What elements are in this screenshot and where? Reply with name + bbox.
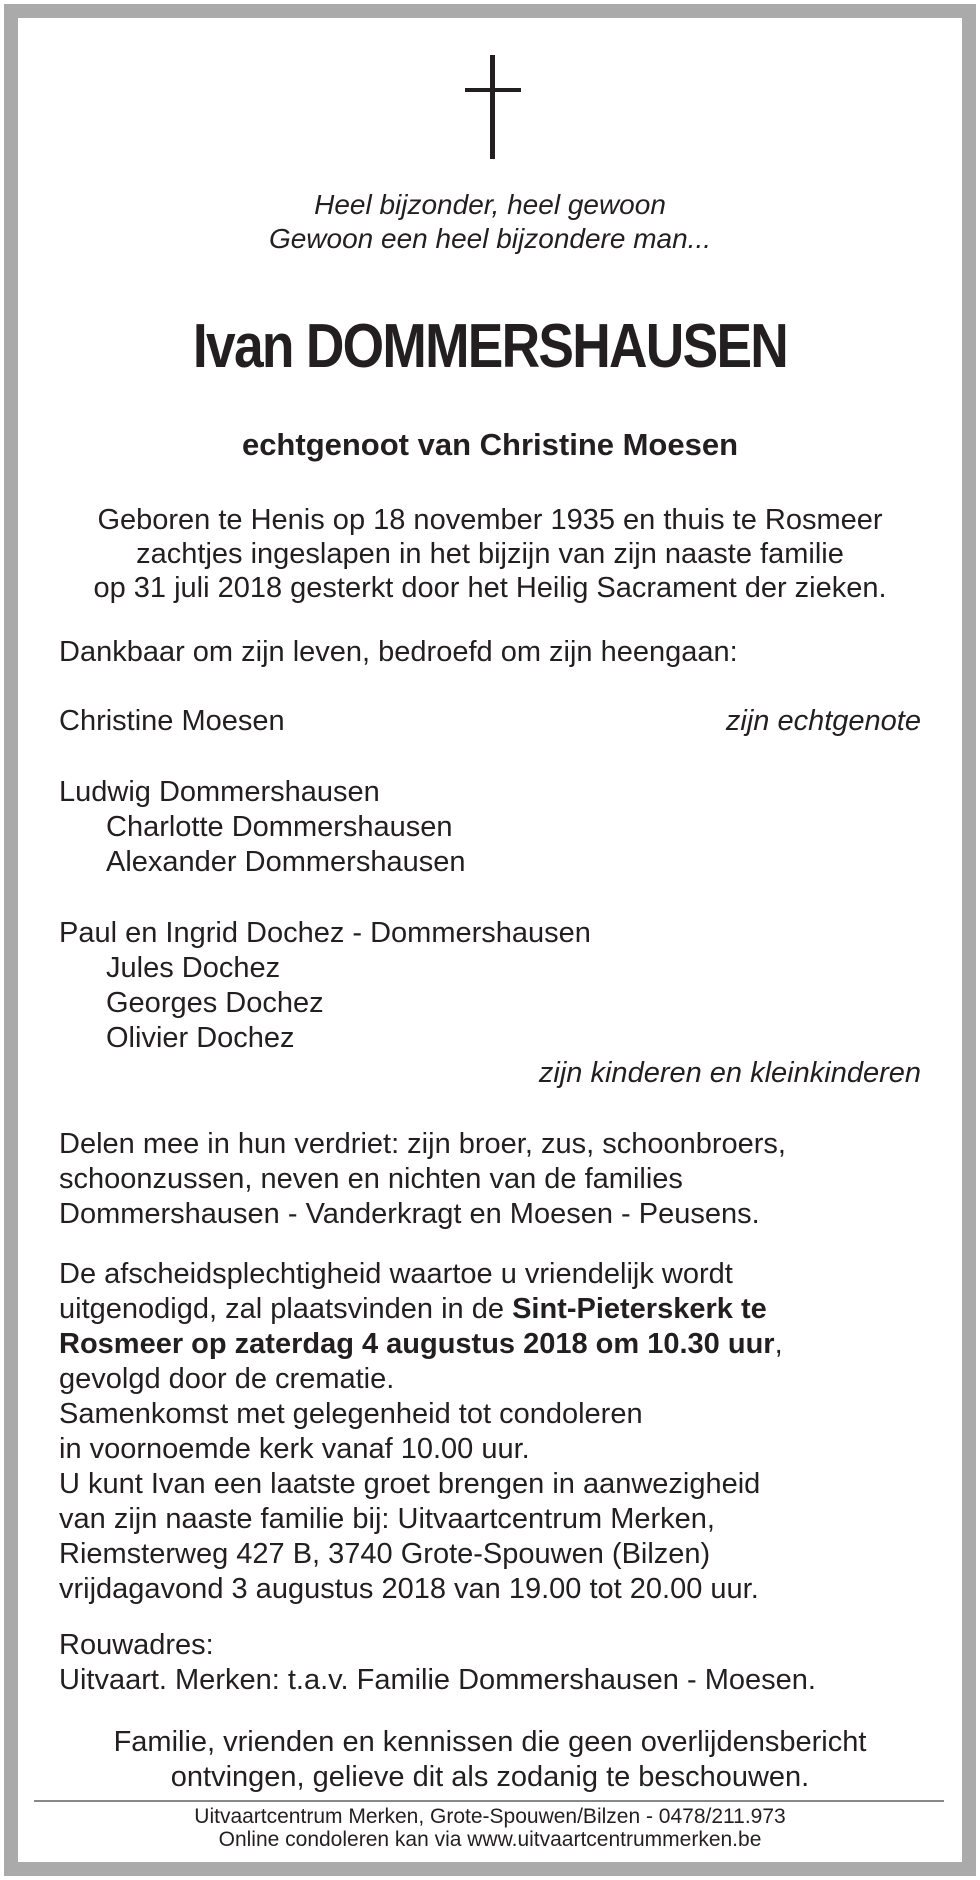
widow-relation: zijn echtgenote xyxy=(725,705,921,737)
ceremony-date: Rosmeer op zaterdag 4 augustus 2018 om 10.30 uur xyxy=(59,1328,775,1360)
mourning-address xyxy=(59,1628,921,1698)
address-label: Rouwadres: xyxy=(59,1629,214,1661)
grandchild: Charlotte Dommershausen xyxy=(106,811,453,843)
family-group-2 xyxy=(59,916,921,1091)
footer-contact: Uitvaartcentrum Merken, Grote-Spouwen/Bilzen - 0478/211.973 xyxy=(194,1805,786,1828)
footer xyxy=(0,1805,980,1851)
children-relation: zijn kinderen en kleinkinderen xyxy=(538,1057,921,1089)
footer-website: Online condoleren kan via www.uitvaartcentrummerken.be xyxy=(218,1828,762,1851)
closing-note: Familie, vrienden en kennissen die geen overlijdensbericht ontvingen, gelieve dit als zodanig te beschouwen. xyxy=(113,1726,867,1793)
motto: Heel bijzonder, heel gewoon Gewoon een heel bijzondere man... xyxy=(268,189,712,254)
deceased-name: Ivan DOMMERSHAUSEN xyxy=(192,312,788,381)
grandchild: Alexander Dommershausen xyxy=(106,846,466,878)
share-grief: Delen mee in hun verdriet: zijn broer, zus, schoonbroers, schoonzussen, neven en nichten van de families Dommershausen - Vanderkragt en Moesen - Peusens. xyxy=(59,1128,786,1230)
widow-name: Christine Moesen xyxy=(59,705,285,737)
address-value: Uitvaart. Merken: t.a.v. Familie Dommershausen - Moesen. xyxy=(59,1664,816,1696)
birth-text: Geboren te Henis op 18 november 1935 en thuis te Rosmeer zachtjes ingeslapen in het bijzijn van zijn naaste familie op 31 juli 2018 gesterkt door het Heilig Sacrament der zieken. xyxy=(93,504,887,604)
grandchild: Olivier Dochez xyxy=(106,1022,295,1054)
widow-row xyxy=(59,704,921,739)
grandchild: Jules Dochez xyxy=(106,952,281,984)
family-head: Ludwig Dommershausen xyxy=(59,776,380,808)
family-group-1 xyxy=(59,775,921,880)
church-name: Sint-Pieterskerk te xyxy=(512,1293,767,1325)
footer-divider xyxy=(34,1800,944,1802)
cross-icon xyxy=(465,55,521,159)
family-head: Paul en Ingrid Dochez - Dommershausen xyxy=(59,917,591,949)
grandchild: Georges Dochez xyxy=(106,987,324,1019)
spouse-line: echtgenoot van Christine Moesen xyxy=(241,427,739,462)
ceremony-text: De afscheidsplechtigheid waartoe u vriendelijk wordt uitgenodigd, zal plaatsvinden in de Sint-Pieterskerk te Rosmeer op zaterdag 4 augustus 2018 om 10.30 uur, gevolgd door de crematie. Samenkomst met gelegenheid tot condoleren in voornoemde kerk vanaf 10.00 uur. U kunt Ivan een laatste groet brengen in aanwezigheid van zijn naaste familie bij: Uitvaartcentrum Merken, Riemsterweg 427 B, 3740 Grote-Spouwen (Bilzen) vrijdagavond 3 augustus 2018 van 19.00 tot 20.00 uur. xyxy=(59,1258,783,1605)
intro-line: Dankbaar om zijn leven, bedroefd om zijn heengaan: xyxy=(59,636,738,668)
